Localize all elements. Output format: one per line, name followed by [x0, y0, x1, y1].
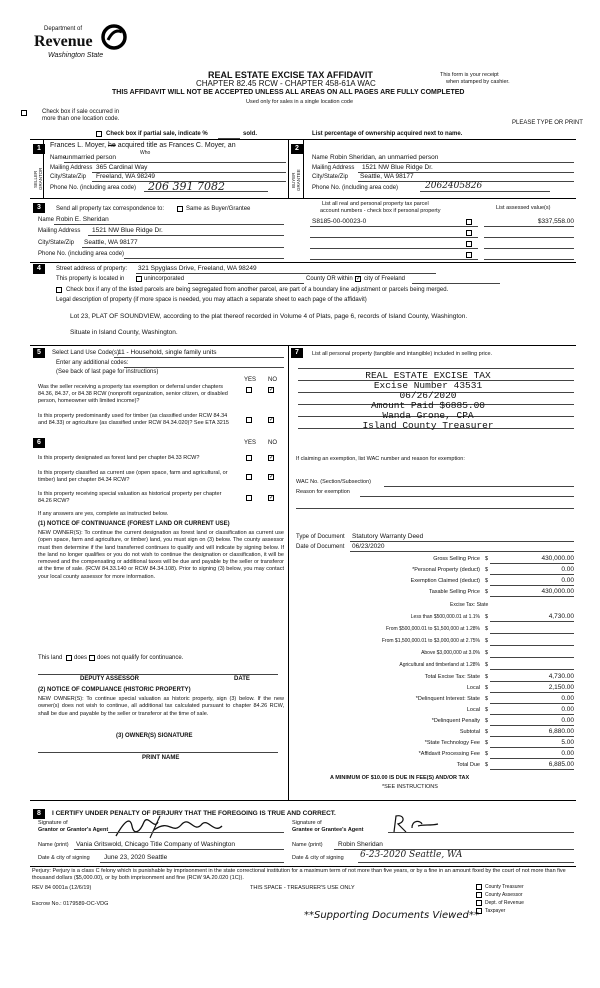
dor-logo-icon — [100, 24, 128, 50]
parcel-personal-checkbox-4[interactable] — [466, 252, 472, 258]
form-warning: THIS AFFIDAVIT WILL NOT BE ACCEPTED UNLESS ALL AREAS ON ALL PAGES ARE FULLY COMPLETED — [112, 89, 465, 96]
supporting-documents-stamp: **Supporting Documents Viewed** — [304, 910, 479, 921]
notice-compliance-text: NEW OWNER(S): To continue special valuation as historic property, sign (3) below. If the new owner(s) does not wish to continue, all additional tax calculated pursuant to chapter 84.26 RCW, shall be due and payable by the seller or transferor at the time of sale. — [38, 696, 284, 717]
s5-q2: Is this property predominantly used for timber (as classified under RCW 84.34 and 84.33) or agriculture (as classified under RCW 84.34.020)? See ETA 3215 — [38, 413, 229, 426]
multi-location-checkbox[interactable] — [21, 110, 27, 116]
copy-county-treasurer — [476, 884, 482, 890]
buyer-grantee-label: BUYER GRANTEE — [291, 169, 301, 191]
certify-statement: I CERTIFY UNDER PENALTY OF PERJURY THAT THE FOREGOING IS TRUE AND CORRECT. — [52, 810, 336, 817]
s6-q1: Is this property designated as forest land per chapter 84.33 RCW? — [38, 455, 200, 461]
city-of-checkbox[interactable]: ✓ — [356, 276, 362, 282]
grantor-print-name: Vania Gritswold, Chicago Title Company of Washington — [76, 841, 235, 848]
dor-logo: Department of Revenue Washington State — [30, 24, 130, 66]
parcel-number: S8185-00-00023-0 — [312, 218, 367, 225]
land-use-code: 11 - Household, single family units — [118, 349, 217, 356]
grantor-date-city: June 23, 2020 Seattle — [104, 854, 168, 861]
copy-county-assessor — [476, 892, 482, 898]
s6-q1-yes[interactable] — [246, 455, 252, 461]
tax-corr-city: Seattle, WA 98177 — [84, 239, 138, 246]
seller-city: Freeland, WA 98249 — [96, 173, 156, 180]
buyer-phone: 2062405826 — [425, 181, 483, 191]
unincorporated-checkbox[interactable] — [136, 276, 142, 282]
s5-q1-yes[interactable] — [246, 387, 252, 393]
form-title: REAL ESTATE EXCISE TAX AFFIDAVIT — [208, 70, 373, 80]
s6-q2: Is this property classified as current use (open space, farm and agricultural, or timber) land per chapter 84.34 RCW? — [38, 470, 228, 483]
notice-continuance-text: NEW OWNER(S): To continue the current designation as forest land or classification as current use (open space, farm and agriculture, or timber) land, you must sign on (3) below. The county assessor must then determine if the land transferred continues to qualify and will indicate by signing below. If the land no longer qualifies or you do not wish to continue the designation or classification, it will be removed and the compensating or additional taxes will be due and payable by the seller or transferor at the time of sale. (RCW 84.33.140 or RCW 84.34.108). Prior to signing (3) below, you may contact your local county assessor for more information. — [38, 530, 284, 580]
s6-q1-no[interactable]: ✓ — [269, 455, 275, 461]
does-not-qualify-checkbox[interactable] — [89, 655, 95, 661]
seller-name: unmarried person — [65, 154, 116, 161]
copy-dept-revenue — [476, 900, 482, 906]
seller-phone: 206 391 7082 — [148, 180, 225, 193]
grantor-signature — [110, 812, 240, 844]
s6-q2-no[interactable]: ✓ — [269, 474, 275, 480]
treasurer-stamp: REAL ESTATE EXCISE TAX Excise Number 43531 06/26/2020 Amount Paid $6885.00 Wanda Grone, CPA Island County Treasurer — [362, 370, 494, 431]
form-subtitle: CHAPTER 82.45 RCW - CHAPTER 458-61A WAC — [196, 79, 376, 88]
property-street: 321 Spyglass Drive, Freeland, WA 98249 — [138, 265, 257, 272]
parcel-personal-checkbox-2[interactable] — [466, 230, 472, 236]
section-5-number: 5 — [33, 348, 45, 358]
seller-mailing: 365 Cardinal Way — [96, 164, 148, 171]
s6-q2-yes[interactable] — [246, 474, 252, 480]
total-due: 6,885.00 — [548, 761, 574, 768]
does-qualify-checkbox[interactable] — [66, 655, 72, 661]
tax-corr-mailing: 1521 NW Blue Ridge Dr. — [92, 227, 163, 234]
parcel-personal-checkbox-3[interactable] — [466, 241, 472, 247]
assessed-value: $337,558.00 — [537, 218, 574, 225]
grantee-print-name: Robin Sheridan — [338, 841, 383, 848]
document-type: Statutory Warranty Deed — [352, 533, 424, 540]
taxable-selling-price: 430,000.00 — [541, 588, 574, 595]
perjury-statement: Perjury: Perjury is a class C felony which is punishable by imprisonment in the state correctional institution for a maximum term of not more than five years, or by a fine in an amount fixed by the court of not more than five thousand dollars ($5,000.00), or by both imprisonment and fine (RCW 9A.20.020 (1C)). — [32, 868, 566, 881]
section-4-number: 4 — [33, 264, 45, 274]
s6-q3-no[interactable]: ✓ — [269, 495, 275, 501]
buyer-name: Robin Sheridan, an unmarried person — [330, 154, 439, 161]
grantee-date-city: 6-23-2020 Seattle, WA — [360, 850, 463, 860]
tax-corr-name: Robin E. Sheridan — [56, 216, 109, 223]
buyer-city: Seattle, WA 98177 — [360, 173, 414, 180]
seller-name-line1: Frances L. Moyer, he acquired title as Frances C. Moyer, an — [50, 142, 236, 149]
section-2-number: 2 — [291, 144, 303, 154]
seller-grantor-label: SELLER GRANTOR — [33, 167, 43, 191]
s6-q3: Is this property receiving special valuation as historical property per chapter 84.26 RCW? — [38, 491, 222, 504]
s5-q2-no[interactable]: ✓ — [269, 417, 275, 423]
gross-selling-price: 430,000.00 — [541, 555, 574, 562]
buyer-mailing: 1521 NW Blue Ridge Dr. — [362, 164, 433, 171]
section-8-number: 8 — [33, 809, 45, 819]
same-as-buyer-checkbox[interactable] — [177, 206, 183, 212]
section-3-number: 3 — [33, 203, 45, 213]
subtotal: 6,880.00 — [548, 728, 574, 735]
s5-q2-yes[interactable] — [246, 417, 252, 423]
legal-description: Lot 23, PLAT OF SOUNDVIEW, according to the plat thereof recorded in Volume 4 of Plats, page 6, records of Island County, Washington. — [70, 313, 468, 320]
s6-q3-yes[interactable] — [246, 495, 252, 501]
escrow-number: Escrow No.: 0179589-OC-VDG — [32, 901, 109, 907]
section-7-number: 7 — [291, 348, 303, 358]
partial-sale-checkbox[interactable] — [96, 131, 102, 137]
parcel-personal-checkbox-1[interactable] — [466, 219, 472, 225]
situate: Situate in Island County, Washington. — [70, 329, 178, 336]
s5-q1-no[interactable]: ✓ — [269, 387, 275, 393]
section-1-number: 1 — [33, 144, 45, 154]
segregated-checkbox[interactable] — [56, 287, 62, 293]
s5-q1: Was the seller receiving a property tax exemption or deferral under chapters 84.36, 84.37, or 84.38 RCW (nonprofit organization, senior citizen, or disabled person, homeowner with limited income)? — [38, 384, 228, 404]
section-6-number: 6 — [33, 438, 45, 448]
document-date: 06/23/2020 — [352, 543, 385, 550]
